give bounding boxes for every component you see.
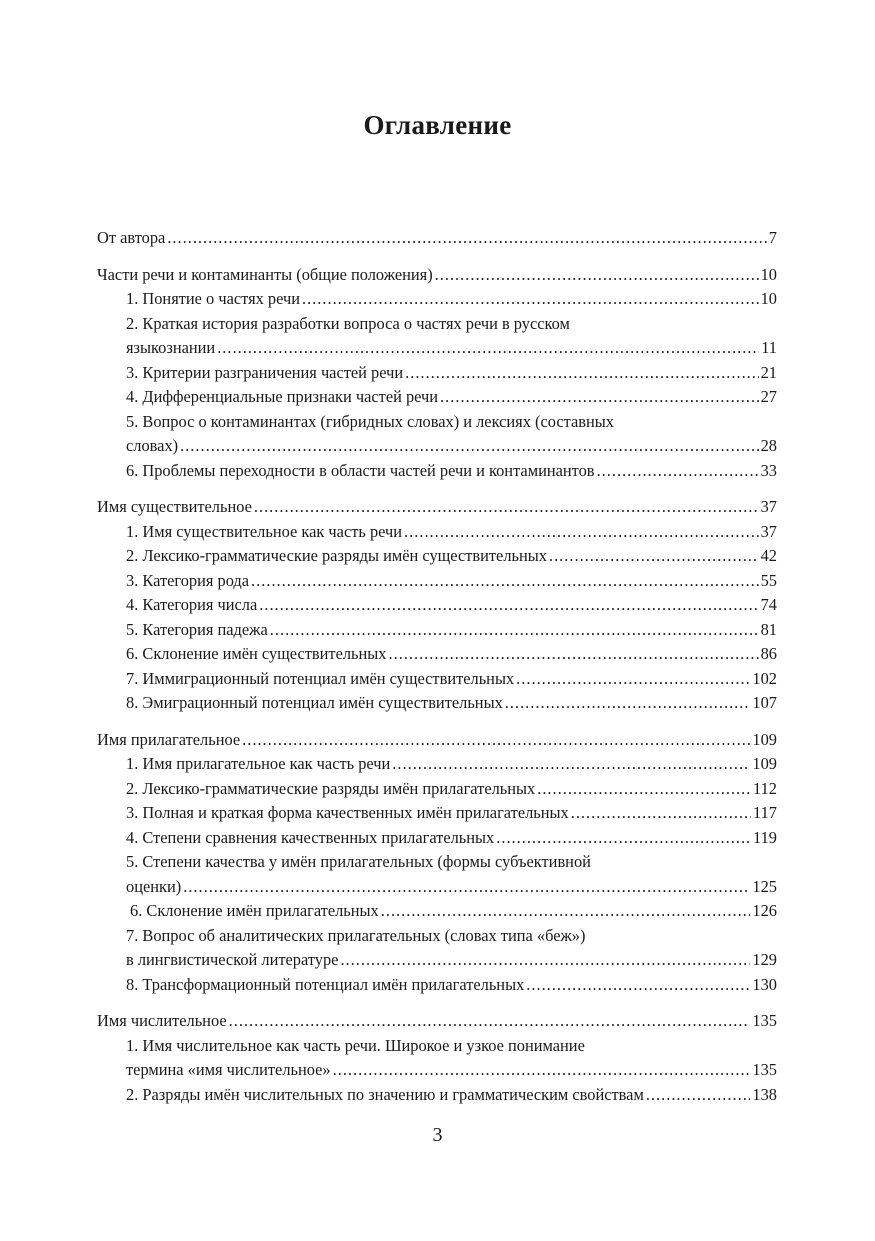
toc-entry[interactable] [97, 642, 777, 667]
toc-entry-title-line1: 1. Имя числительное как часть речи. Широкое и узкое понимание [126, 1035, 585, 1055]
toc-entry-title-line2: языкознании [126, 338, 216, 357]
toc-entry-title-line1: 5. Вопрос о контаминантах (гибридных словах) и лексиях (составных [126, 411, 614, 431]
dot-leader [270, 618, 759, 643]
toc-entry-page: 74 [760, 595, 777, 614]
toc-entry-page: 119 [753, 827, 777, 847]
toc-entry-page: 55 [760, 570, 777, 590]
toc-entry-page: 37 [760, 521, 777, 541]
toc-entry-title: Части речи и контаминанты (общие положения) [97, 264, 433, 284]
toc-entry[interactable] [97, 618, 777, 643]
toc-entry[interactable] [97, 520, 777, 545]
toc-entry-title-line1: 2. Краткая история разработки вопроса о частях речи в русском [126, 313, 570, 333]
toc-entry-title-line2: термина «имя числительное» [126, 1060, 331, 1079]
dot-leader [183, 875, 750, 900]
toc-entry-title: 6. Склонение имён прилагательных [130, 901, 379, 920]
dot-leader [389, 642, 759, 667]
dot-leader [254, 495, 759, 520]
toc-entry[interactable] [97, 593, 777, 618]
toc-section-heading[interactable] [97, 263, 777, 288]
toc-entry[interactable] [97, 826, 777, 851]
toc-entry-title: 2. Лексико-грамматические разряды имён существительных [126, 546, 547, 565]
toc-entry-title: 8. Эмиграционный потенциал имён существительных [126, 693, 503, 712]
toc-entry-title: 1. Имя существительное как часть речи [126, 521, 403, 541]
toc-entry-title: 6. Склонение имён существительных [126, 644, 387, 663]
toc-entry-title: Имя существительное [97, 497, 252, 516]
toc-entry-title: 3. Критерии разграничения частей речи [126, 362, 404, 382]
toc-entry-page: 135 [752, 1011, 777, 1030]
dot-leader [251, 569, 759, 594]
dot-leader [405, 361, 758, 386]
toc-entry-title: 1. Имя прилагательное как часть речи [126, 754, 391, 773]
dot-leader [526, 973, 750, 998]
dot-leader [404, 520, 759, 545]
toc-section-noun [97, 495, 777, 716]
toc-entry-title-line2: словах) [126, 436, 179, 455]
toc-entry-page: 138 [752, 1084, 777, 1104]
toc-entry[interactable] [97, 691, 777, 716]
dot-leader [496, 826, 751, 851]
toc-entry-page: 28 [760, 436, 777, 455]
toc-entry[interactable] [97, 312, 777, 361]
dot-leader [597, 459, 759, 484]
toc-entry-page: 86 [760, 644, 777, 663]
toc-entry-page: 42 [760, 546, 777, 565]
toc-entry-page: 126 [752, 901, 777, 920]
dot-leader [537, 777, 751, 802]
toc-entry-page: 27 [760, 387, 777, 406]
toc-entry[interactable] [97, 569, 777, 594]
toc-section-adjective [97, 728, 777, 998]
dot-leader [167, 226, 766, 251]
toc-entry-title: 4. Категория числа [126, 595, 258, 614]
toc-entry-title: 7. Иммиграционный потенциал имён существительных [126, 668, 515, 688]
toc-entry[interactable] [97, 850, 777, 899]
toc-entry-title: Имя числительное [97, 1011, 227, 1030]
toc-entry[interactable] [97, 544, 777, 569]
dot-leader [440, 385, 759, 410]
dot-leader [302, 287, 759, 312]
toc-entry-title: Имя прилагательное [97, 729, 241, 749]
toc-entry-page: 37 [760, 497, 777, 516]
toc-entry-title: 1. Понятие о частях речи [126, 289, 300, 308]
toc-entry[interactable] [97, 1083, 777, 1108]
toc-entry-title: От автора [97, 228, 166, 247]
toc-entry-page: 21 [760, 362, 777, 382]
toc-entry[interactable] [97, 1034, 777, 1083]
toc-entry-title-line2: оценки) [126, 876, 182, 896]
dot-leader [333, 1058, 751, 1083]
toc-section-parts-of-speech [97, 263, 777, 484]
toc-entry-title-line1: 5. Степени качества у имён прилагательных (формы субъективной [126, 852, 591, 871]
toc-entry-page: 112 [753, 778, 777, 798]
toc-entry-page: 7 [768, 228, 777, 247]
dot-leader [435, 263, 759, 288]
toc-entry[interactable] [97, 801, 777, 826]
toc-section-heading[interactable] [97, 495, 777, 520]
dot-leader [217, 336, 759, 361]
dot-leader [646, 1083, 751, 1108]
toc-entry[interactable] [97, 777, 777, 802]
toc-entry-page: 135 [752, 1060, 777, 1079]
toc-section-heading[interactable] [97, 1009, 777, 1034]
toc-section-heading[interactable] [97, 728, 777, 753]
page-number: 3 [432, 1124, 443, 1146]
dot-leader [381, 899, 751, 924]
dot-leader [229, 1009, 751, 1034]
toc-entry[interactable] [97, 226, 777, 251]
toc-entry[interactable] [97, 385, 777, 410]
dot-leader [549, 544, 759, 569]
toc-entry-page: 107 [752, 693, 777, 712]
dot-leader [505, 691, 751, 716]
toc-entry-title-line1: 7. Вопрос об аналитических прилагательных (словах типа «беж») [126, 925, 586, 945]
toc-entry-page: 10 [760, 264, 777, 284]
table-of-contents [97, 226, 777, 1119]
page-title: Оглавление [363, 110, 512, 140]
toc-entry-title: 4. Дифференциальные признаки частей речи [126, 387, 439, 406]
toc-entry[interactable] [97, 924, 777, 973]
toc-entry-page: 11 [761, 338, 777, 357]
toc-section-numeral [97, 1009, 777, 1107]
dot-leader [571, 801, 751, 826]
dot-leader [180, 434, 759, 459]
toc-section-foreword [97, 226, 777, 251]
toc-entry[interactable] [97, 752, 777, 777]
toc-entry-page: 129 [752, 950, 777, 969]
toc-entry-title: 2. Лексико-грамматические разряды имён прилагательных [126, 778, 536, 798]
dot-leader [392, 752, 750, 777]
dot-leader [259, 593, 758, 618]
toc-entry[interactable] [97, 410, 777, 459]
toc-entry-title: 4. Степени сравнения качественных прилагательных [126, 827, 495, 847]
toc-entry-page: 102 [752, 668, 777, 688]
toc-entry-page: 109 [752, 729, 777, 749]
dot-leader [516, 667, 750, 692]
toc-entry-page: 125 [752, 876, 777, 896]
toc-entry-title: 6. Проблемы переходности в области частей речи и контаминантов [126, 460, 595, 480]
toc-entry[interactable] [97, 973, 777, 998]
toc-entry-title: 2. Разряды имён числительных по значению и грамматическим свойствам [126, 1084, 644, 1104]
toc-entry-page: 117 [753, 803, 777, 822]
toc-entry-page: 130 [752, 974, 777, 994]
toc-entry-title: 3. Полная и краткая форма качественных имён прилагательных [126, 803, 569, 822]
dot-leader [340, 948, 750, 973]
toc-entry[interactable] [97, 667, 777, 692]
toc-entry-page: 10 [760, 289, 777, 308]
toc-entry-title: 8. Трансформационный потенциал имён прилагательных [126, 974, 525, 994]
toc-entry[interactable] [97, 287, 777, 312]
toc-entry-page: 33 [760, 460, 777, 480]
toc-entry-title: 3. Категория рода [126, 570, 250, 590]
toc-entry-title-line2: в лингвистической литературе [126, 950, 339, 969]
toc-entry[interactable] [97, 459, 777, 484]
toc-entry-title: 5. Категория падежа [126, 619, 268, 639]
toc-entry[interactable] [97, 361, 777, 386]
dot-leader [242, 728, 750, 753]
toc-entry-page: 109 [752, 754, 777, 773]
toc-entry-page: 81 [760, 619, 777, 639]
toc-entry[interactable] [97, 899, 777, 924]
